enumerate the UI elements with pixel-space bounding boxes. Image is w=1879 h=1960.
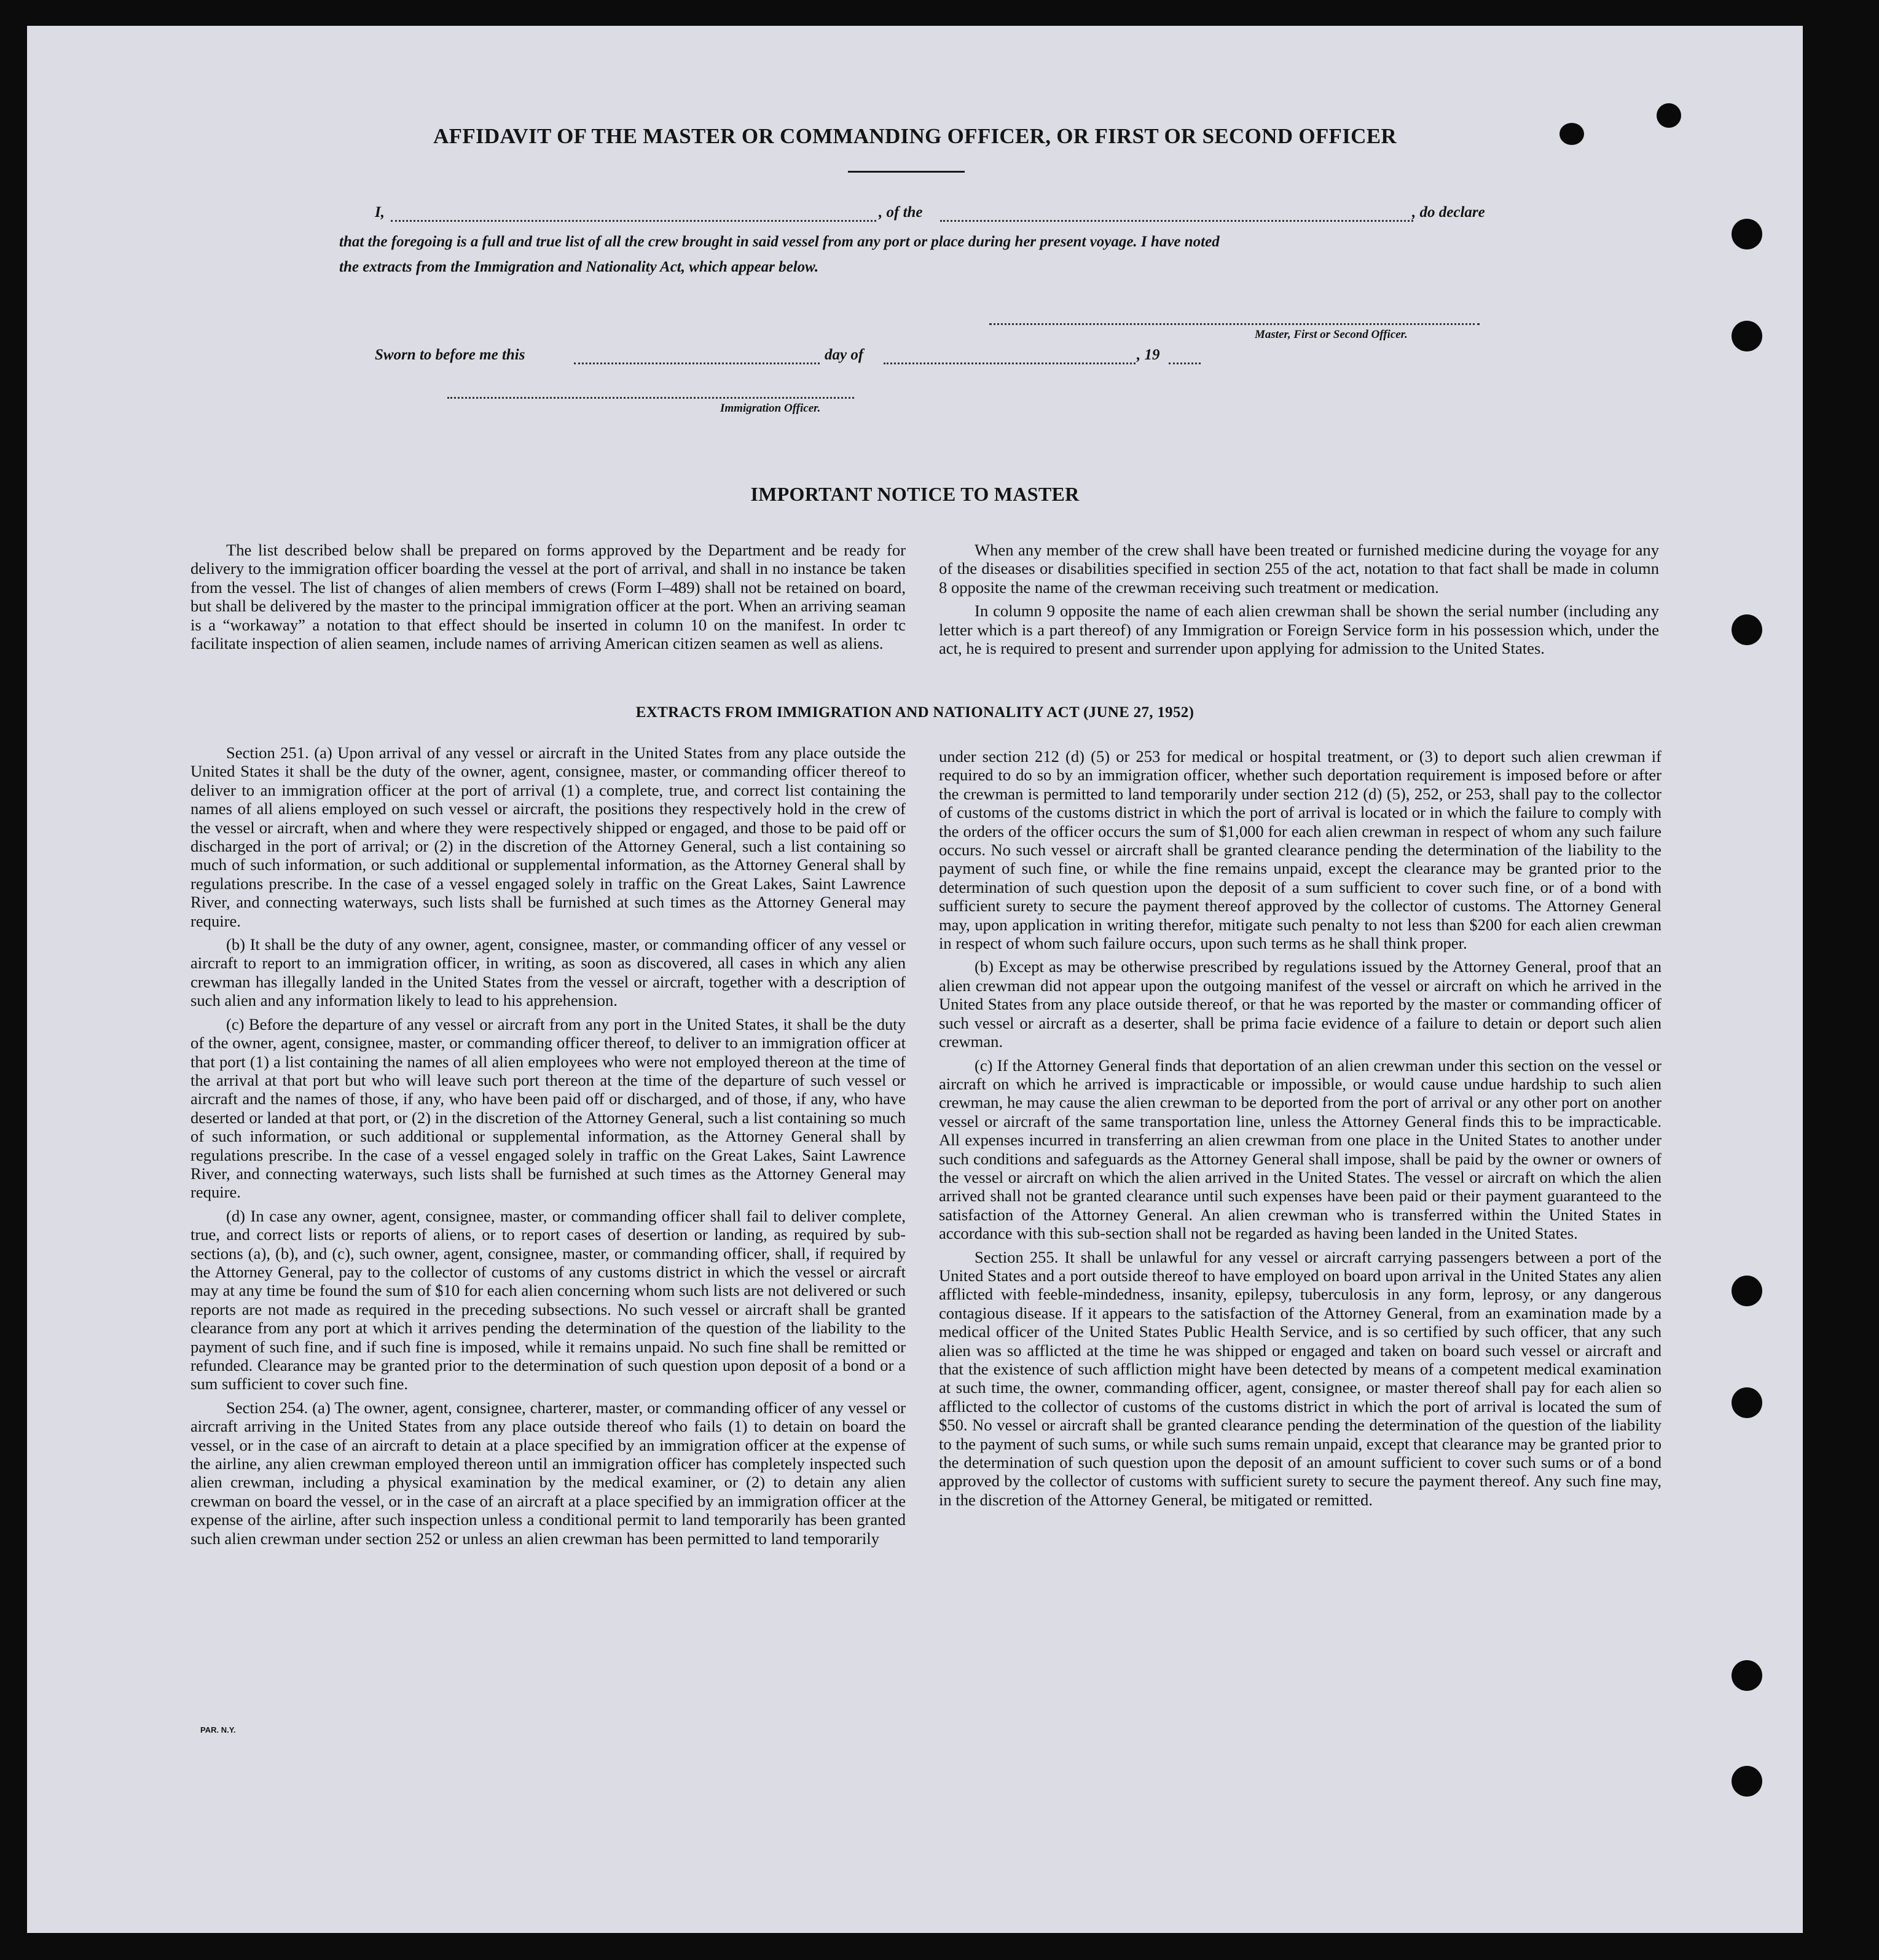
printer-mark: PAR. N.Y.: [200, 1725, 236, 1735]
sworn-label: Sworn to before me this: [375, 347, 525, 363]
affidavit-title: AFFIDAVIT OF THE MASTER OR COMMANDING OFFICER, OR FIRST OR SECOND OFFICER: [433, 124, 1397, 148]
declaration-line-1: that the foregoing is a full and true list of all the crew brought in said vessel from any port or place during her present voyage. I have noted: [339, 233, 1220, 250]
do-declare-label: , do declare: [1412, 204, 1485, 221]
declaration-line-2: the extracts from the Immigration and Nationality Act, which appear below.: [339, 259, 819, 275]
notice-title: IMPORTANT NOTICE TO MASTER: [750, 483, 1080, 505]
section-254-a-continued: under section 212 (d) (5) or 253 for medical or hospital treatment, or (3) to deport such alien crewman if required to do so by an immigration officer, whether such deportation requirement is imposed before or after the crewman is permitted to land temporarily under section 212 (d) (5), 252, or 253, shall pay to the collector of customs of the customs district in which the port of arrival is located or in which the failure to comply with the orders of the officer occurs the sum of $1,000 for each alien crewman in respect of whom any such failure occurs. No such vessel or aircraft shall be granted clearance pending the determination of the liability to the payment of such fine, or while the fine remains unpaid, except the clearance may be granted prior to the determination of such question upon the deposit of a sum sufficient to cover such fine, or of a bond with sufficient surety to secure the payment thereof approved by the collector of customs. The Attorney General may, upon application in writing therefor, mitigate such penalty to not less than $200 for each alien crewman in respect of whom such failure occurs, upon such terms as he shall think proper.: [939, 747, 1661, 953]
day-of-label: day of: [825, 347, 864, 363]
officer-signature-blank[interactable]: [447, 397, 854, 399]
form-page: [27, 26, 1803, 1933]
extracts-title: EXTRACTS FROM IMMIGRATION AND NATIONALITY ACT (JUNE 27, 1952): [635, 704, 1194, 721]
binder-hole: [1732, 1766, 1762, 1797]
section-255: Section 255. It shall be unlawful for any vessel or aircraft carrying passengers between a port of the United States and a port outside thereof to have employed on board upon arrival in the United States any alien afflicted with feeble-mindedness, insanity, epilepsy, tuberculosis in any form, leprosy, or any dangerous contagious disease. If it appears to the satisfaction of the Attorney General, from an examination made by a medical officer of the United States Public Health Service, and is so certified by such officer, that any such alien was so afflicted at the time he was shipped or engaged and taken on board such vessel or aircraft and that the existence of such affliction might have been detected by means of a competent medical examination at such time, the owner, commanding officer, agent, consignee, or master thereof shall pay for each alien so afflicted to the collector of customs of the customs district in which the port of arrival is located the sum of $50. No vessel or aircraft shall be granted clearance pending the determination of the question of the liability to the payment of such sums, or while such sums remain unpaid, except that clearance may be granted prior to the determination of such question upon the deposit of an amount sufficient to cover such sums or of a bond approved by the collector of customs with sufficient surety to secure the payment thereof. Any such fine may, in the discretion of the Attorney General, be mitigated or remitted.: [939, 1247, 1661, 1509]
binder-hole: [1732, 219, 1762, 249]
section-251-a: Section 251. (a) Upon arrival of any vessel or aircraft in the United States from any place outside the United States it shall be the duty of the owner, agent, consignee, master, or commanding officer thereof to deliver to an immigration officer at the port of arrival (1) a complete, true, and correct list containing the names of all aliens employed on such vessel or aircraft, the positions they respectively hold in the crew of the vessel or aircraft, when and where they were respectively shipped or engaged, and those to be paid off or discharged in the port of arrival; or (2) in the discretion of the Attorney General, such a list containing so much of such information, or such additional or supplemental information, as the Attorney General shall by regulations prescribe. In the case of a vessel engaged solely in traffic on the Great Lakes, Saint Lawrence River, and connecting waterways, such lists shall be furnished at such times as the Attorney General may require.: [190, 743, 906, 930]
title-underline: [848, 171, 965, 173]
master-signature-label: Master, First or Second Officer.: [1255, 328, 1408, 341]
notice-right-paragraph-2: In column 9 opposite the name of each alien crewman shall be shown the serial number (including any letter which is a part thereof) of any Immigration or Foreign Service form in his possession which, under the act, he is required to present and surrender upon applying for admission to the United States.: [939, 602, 1659, 658]
section-254-a: Section 254. (a) The owner, agent, consignee, charterer, master, or commanding officer of any vessel or aircraft arriving in the United States from any place outside thereof who fails (1) to detain on board the vessel, or in the case of an aircraft to detain at a place specified by an immigration officer at the expense of the airline, any alien crewman employed thereon until an immigration officer has completely inspected such alien crewman, including a physical examination by the medical examiner, or (2) to detain any alien crewman on board the vessel, or in the case of an aircraft at a place specified by an immigration officer at the expense of the airline, after such inspection unless a conditional permit to land temporarily has been granted such alien crewman under section 252 or unless an alien crewman has been permitted to land temporarily: [190, 1398, 906, 1548]
extracts-left-column: [190, 743, 906, 1548]
of-the-label: , of the: [879, 204, 923, 221]
vessel-blank[interactable]: [940, 220, 1413, 222]
binder-hole: [1732, 1276, 1762, 1306]
notice-left-column: [190, 541, 906, 653]
notice-right-paragraph-1: When any member of the crew shall have been treated or furnished medicine during the voyage for any of the diseases or disabilities specified in section 255 of the act, notation to that fact shall be made in column 8 opposite the name of the crewman receiving such treatment or medication.: [939, 541, 1659, 597]
i-label: I,: [375, 204, 385, 221]
name-blank[interactable]: [391, 220, 876, 222]
binder-hole: [1732, 614, 1762, 645]
binder-hole: [1732, 1660, 1762, 1691]
binder-hole: [1732, 1387, 1762, 1418]
binder-hole: [1732, 321, 1762, 351]
master-signature-blank[interactable]: [989, 323, 1480, 325]
officer-signature-label: Immigration Officer.: [720, 402, 821, 415]
section-254-b: (b) Except as may be otherwise prescribed by regulations issued by the Attorney General, proof that an alien crewman did not appear upon the outgoing manifest of the vessel or aircraft on which he arrived in the United States from any place outside thereof, or that he was reported by the master or commanding officer of such vessel or aircraft as a deserter, shall be prima facie evidence of a failure to detain or deport such alien crewman.: [939, 957, 1661, 1051]
year-label: , 19: [1137, 347, 1160, 363]
notice-right-column: [939, 541, 1659, 657]
section-251-c: (c) Before the departure of any vessel or aircraft from any port in the United States, it shall be the duty of the owner, agent, consignee, master, or commanding officer thereof, to deliver to an immigration officer at that port (1) a list containing the names of all alien employees who were not employed thereon at the time of the arrival at that port but who will leave such port thereon at the time of the departure of such vessel or aircraft and the names of those, if any, who have been paid off or discharged, and of those, if any, who have deserted or landed at that port, or (2) in the discretion of the Attorney General, such a list containing so much of such information, or such additional or supplemental information, as the Attorney General shall by regulations prescribe. In the case of a vessel engaged solely in traffic on the Great Lakes, Saint Lawrence River, and connecting waterways, such lists shall be furnished at such times as the Attorney General may require.: [190, 1014, 906, 1202]
punch-mark: [1657, 103, 1681, 128]
month-blank[interactable]: [884, 363, 1136, 364]
day-blank[interactable]: [574, 363, 820, 364]
notice-left-paragraph: The list described below shall be prepared on forms approved by the Department and be ready for delivery to the immigration officer boarding the vessel at the port of arrival, and shall in no instance be taken from the vessel. The list of changes of alien members of crews (Form I–489) shall not be retained on board, but shall be delivered by the master to the principal immigration officer at the port. When an arriving seaman is a “workaway” a notation to that effect should be inserted in column 10 on the manifest. In order tc facilitate inspection of alien seamen, include names of arriving American citizen seamen as well as aliens.: [190, 541, 906, 653]
year-blank[interactable]: [1169, 363, 1201, 364]
extracts-right-column: [939, 747, 1661, 1509]
section-251-d: (d) In case any owner, agent, consignee, master, or commanding officer shall fail to deliver complete, true, and correct lists or reports of aliens, or to report cases of desertion or landing, as required by sub-sections (a), (b), and (c), such owner, agent, consignee, master, or commanding officer, shall, if required by the Attorney General, pay to the collector of customs of any customs district in which the vessel or aircraft may at any time be found the sum of $10 for each alien concerning whom such lists are not delivered or such reports are not made as required in the preceding subsections. No such vessel or aircraft shall be granted clearance from any port at which it arrives pending the determination of the question of the liability to the payment of such fine, and if such fine is imposed, while it remains unpaid. No such fine shall be remitted or refunded. Clearance may be granted prior to the determination of such question upon deposit of a bond or a sum sufficient to cover such fine.: [190, 1206, 906, 1394]
section-251-b: (b) It shall be the duty of any owner, agent, consignee, master, or commanding officer of any vessel or aircraft to report to an immigration officer, in writing, as soon as discovered, all cases in which any alien crewman has illegally landed in the United States from the vessel or aircraft, together with a description of such alien and any information likely to lead to his apprehension.: [190, 935, 906, 1010]
punch-mark: [1559, 123, 1584, 145]
section-254-c: (c) If the Attorney General finds that deportation of an alien crewman under this section on the vessel or aircraft on which he arrived is impracticable or impossible, or would cause undue hardship to such alien crewman, he may cause the alien crewman to be deported from the port of arrival or any other port on another vessel or aircraft of the same transportation line, unless the Attorney General finds this to be impracticable. All expenses incurred in transferring an alien crewman from one place in the United States to another under such conditions and safeguards as the Attorney General shall impose, shall be paid by the owner or owners of the vessel or aircraft on which the alien arrived in the United States. The vessel or aircraft on which the alien arrived shall not be granted clearance until such expenses have been paid or their payment guaranteed to the satisfaction of the Attorney General. An alien crewman who is transferred within the United States in accordance with this sub-section shall not be regarded as having been landed in the United States.: [939, 1056, 1661, 1243]
